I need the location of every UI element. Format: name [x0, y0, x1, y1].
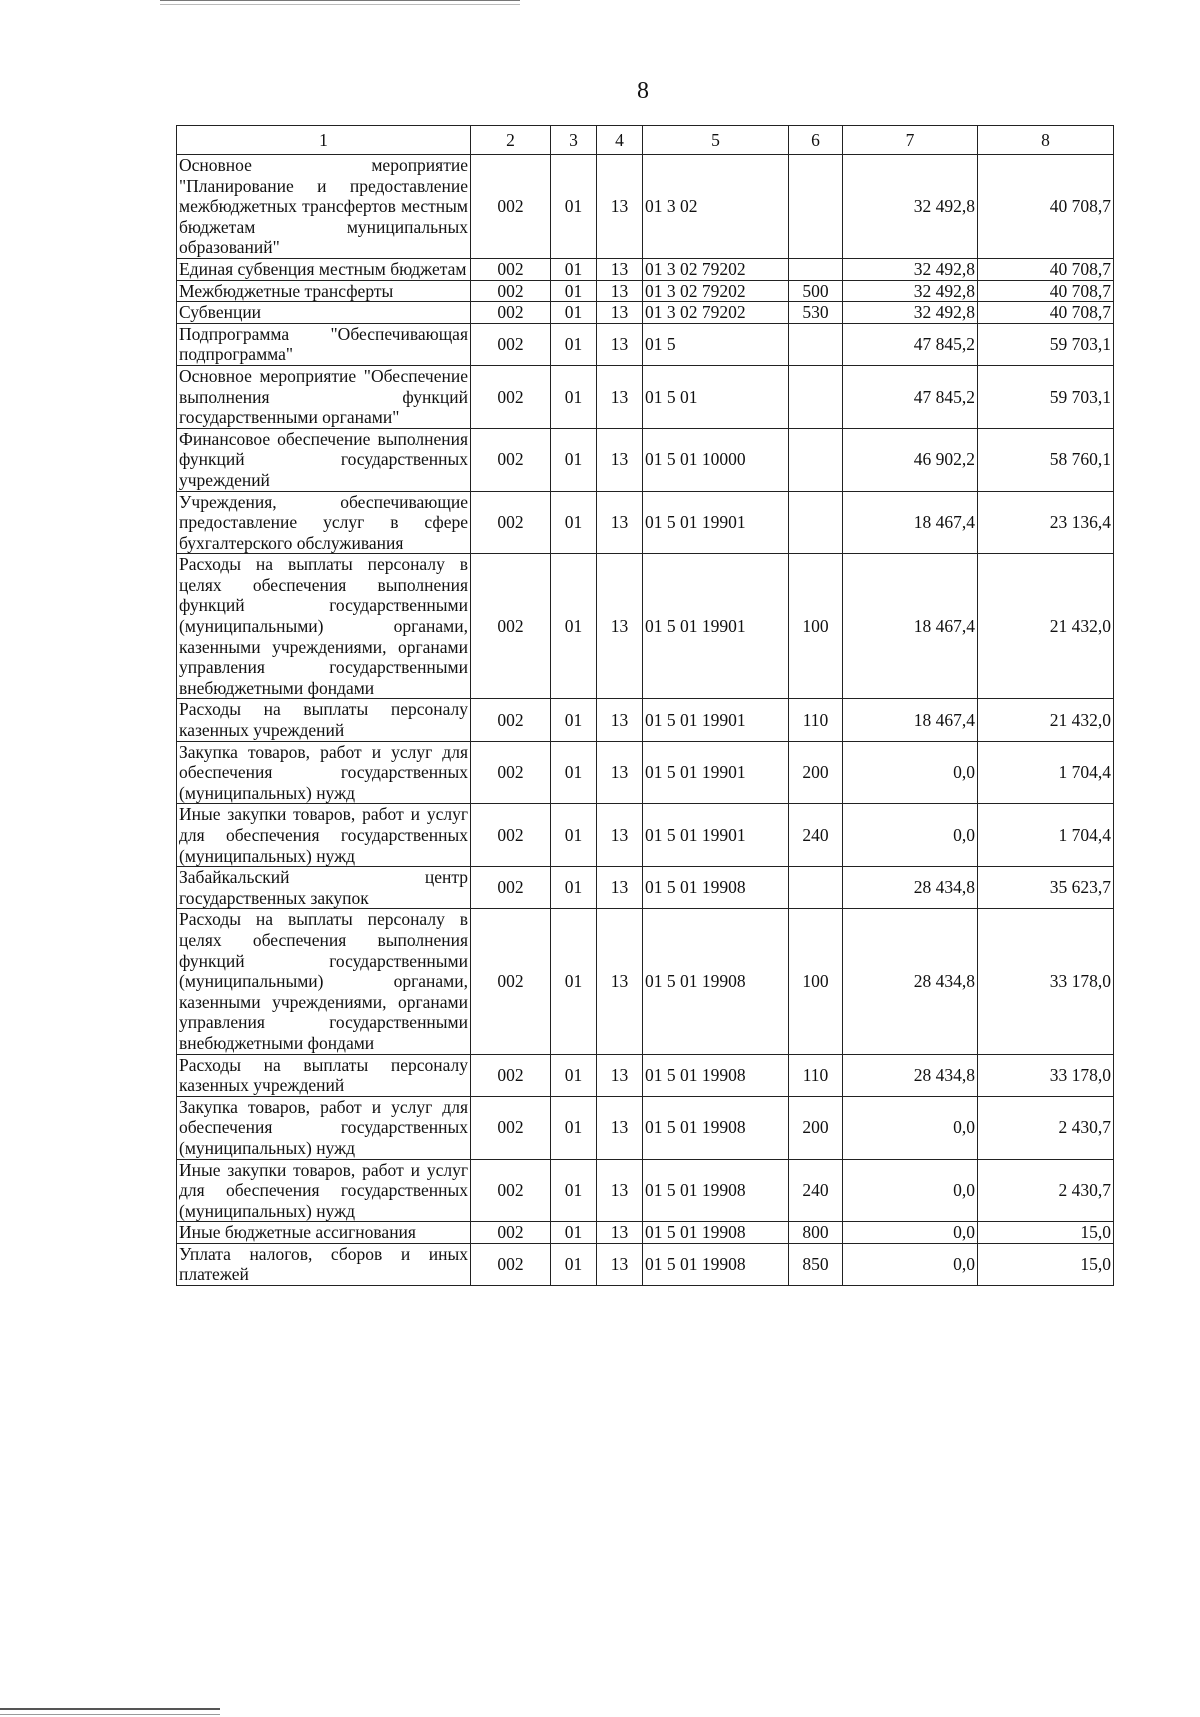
col3-cell: 01	[551, 365, 597, 428]
col8-cell: 2 430,7	[978, 1096, 1114, 1159]
col4-cell: 13	[597, 1096, 643, 1159]
col3-cell: 01	[551, 491, 597, 554]
row-name-cell: Расходы на выплаты персоналу в целях обеспечения выполнения функций государственными (муниципальными) органами, казенными учреждениями, органами управления государственными внебюджетными фондами	[177, 554, 471, 699]
col2-cell: 002	[471, 155, 551, 259]
col6-cell: 200	[789, 1096, 843, 1159]
col5-cell: 01 5 01 19908	[643, 909, 789, 1054]
column-header: 5	[643, 126, 789, 155]
col5-cell: 01 5 01 19908	[643, 867, 789, 909]
col8-cell: 2 430,7	[978, 1159, 1114, 1222]
col5-cell: 01 5 01 19908	[643, 1054, 789, 1096]
col4-cell: 13	[597, 491, 643, 554]
col4-cell: 13	[597, 155, 643, 259]
col6-cell: 240	[789, 1159, 843, 1222]
col8-cell: 58 760,1	[978, 428, 1114, 491]
col2-cell: 002	[471, 1243, 551, 1285]
col7-cell: 0,0	[843, 1096, 978, 1159]
col3-cell: 01	[551, 428, 597, 491]
table-row	[177, 699, 1114, 741]
col8-cell: 21 432,0	[978, 699, 1114, 741]
col8-cell: 59 703,1	[978, 365, 1114, 428]
col8-cell: 40 708,7	[978, 302, 1114, 324]
col2-cell: 002	[471, 741, 551, 804]
col6-cell: 800	[789, 1222, 843, 1244]
row-name-cell: Субвенции	[177, 302, 471, 324]
table-row	[177, 365, 1114, 428]
col3-cell: 01	[551, 323, 597, 365]
col2-cell: 002	[471, 365, 551, 428]
col4-cell: 13	[597, 554, 643, 699]
col7-cell: 47 845,2	[843, 365, 978, 428]
row-name-cell: Расходы на выплаты персоналу в целях обеспечения выполнения функций государственными (муниципальными) органами, казенными учреждениями, органами управления государственными внебюджетными фондами	[177, 909, 471, 1054]
row-name-cell: Расходы на выплаты персоналу казенных учреждений	[177, 699, 471, 741]
row-name-cell: Единая субвенция местным бюджетам	[177, 258, 471, 280]
col2-cell: 002	[471, 491, 551, 554]
col8-cell: 40 708,7	[978, 280, 1114, 302]
col5-cell: 01 5 01	[643, 365, 789, 428]
col7-cell: 0,0	[843, 1159, 978, 1222]
col4-cell: 13	[597, 258, 643, 280]
row-name-cell: Забайкальский центр государственных закупок	[177, 867, 471, 909]
table-row	[177, 867, 1114, 909]
table-row	[177, 741, 1114, 804]
col6-cell	[789, 428, 843, 491]
col2-cell: 002	[471, 554, 551, 699]
col5-cell: 01 5 01 19901	[643, 699, 789, 741]
col6-cell: 110	[789, 699, 843, 741]
table-row	[177, 1054, 1114, 1096]
table-row	[177, 1096, 1114, 1159]
col3-cell: 01	[551, 1096, 597, 1159]
col2-cell: 002	[471, 1054, 551, 1096]
column-header: 1	[177, 126, 471, 155]
col3-cell: 01	[551, 699, 597, 741]
col2-cell: 002	[471, 258, 551, 280]
col2-cell: 002	[471, 280, 551, 302]
row-name-cell: Иные закупки товаров, работ и услуг для обеспечения государственных (муниципальных) нужд	[177, 804, 471, 867]
row-name-cell: Основное мероприятие "Планирование и предоставление межбюджетных трансфертов местным бюджетам муниципальных образований"	[177, 155, 471, 259]
col7-cell: 0,0	[843, 1243, 978, 1285]
col4-cell: 13	[597, 1159, 643, 1222]
table-row	[177, 155, 1114, 259]
col3-cell: 01	[551, 804, 597, 867]
col5-cell: 01 5 01 19901	[643, 741, 789, 804]
col7-cell: 28 434,8	[843, 1054, 978, 1096]
table-row	[177, 1243, 1114, 1285]
col4-cell: 13	[597, 280, 643, 302]
col2-cell: 002	[471, 909, 551, 1054]
col4-cell: 13	[597, 323, 643, 365]
col7-cell: 18 467,4	[843, 554, 978, 699]
col8-cell: 21 432,0	[978, 554, 1114, 699]
col7-cell: 28 434,8	[843, 867, 978, 909]
col3-cell: 01	[551, 1159, 597, 1222]
row-name-cell: Финансовое обеспечение выполнения функций государственных учреждений	[177, 428, 471, 491]
col7-cell: 32 492,8	[843, 280, 978, 302]
row-name-cell: Подпрограмма "Обеспечивающая подпрограмма"	[177, 323, 471, 365]
col8-cell: 1 704,4	[978, 741, 1114, 804]
col3-cell: 01	[551, 741, 597, 804]
col4-cell: 13	[597, 365, 643, 428]
col3-cell: 01	[551, 302, 597, 324]
col3-cell: 01	[551, 155, 597, 259]
col8-cell: 59 703,1	[978, 323, 1114, 365]
col5-cell: 01 5 01 19901	[643, 554, 789, 699]
col3-cell: 01	[551, 280, 597, 302]
table-row	[177, 323, 1114, 365]
table-row	[177, 428, 1114, 491]
col2-cell: 002	[471, 1096, 551, 1159]
row-name-cell: Учреждения, обеспечивающие предоставление услуг в сфере бухгалтерского обслуживания	[177, 491, 471, 554]
col5-cell: 01 5 01 19901	[643, 804, 789, 867]
col7-cell: 32 492,8	[843, 302, 978, 324]
col7-cell: 18 467,4	[843, 699, 978, 741]
col4-cell: 13	[597, 867, 643, 909]
scan-border-top	[160, 0, 520, 5]
column-header: 8	[978, 126, 1114, 155]
col6-cell	[789, 155, 843, 259]
col4-cell: 13	[597, 302, 643, 324]
table-row	[177, 280, 1114, 302]
row-name-cell: Иные закупки товаров, работ и услуг для обеспечения государственных (муниципальных) нужд	[177, 1159, 471, 1222]
col8-cell: 40 708,7	[978, 258, 1114, 280]
col8-cell: 35 623,7	[978, 867, 1114, 909]
col6-cell: 850	[789, 1243, 843, 1285]
col4-cell: 13	[597, 1222, 643, 1244]
col6-cell	[789, 867, 843, 909]
col2-cell: 002	[471, 302, 551, 324]
col3-cell: 01	[551, 867, 597, 909]
col6-cell: 240	[789, 804, 843, 867]
col2-cell: 002	[471, 1159, 551, 1222]
column-header: 3	[551, 126, 597, 155]
col7-cell: 46 902,2	[843, 428, 978, 491]
budget-table	[176, 125, 1114, 1286]
col6-cell: 110	[789, 1054, 843, 1096]
col4-cell: 13	[597, 1243, 643, 1285]
col2-cell: 002	[471, 804, 551, 867]
col8-cell: 15,0	[978, 1243, 1114, 1285]
col5-cell: 01 3 02 79202	[643, 302, 789, 324]
col4-cell: 13	[597, 699, 643, 741]
col8-cell: 33 178,0	[978, 909, 1114, 1054]
col2-cell: 002	[471, 1222, 551, 1244]
col7-cell: 47 845,2	[843, 323, 978, 365]
col5-cell: 01 5	[643, 323, 789, 365]
page-number: 8	[637, 78, 649, 104]
col5-cell: 01 3 02 79202	[643, 280, 789, 302]
col8-cell: 23 136,4	[978, 491, 1114, 554]
col6-cell	[789, 258, 843, 280]
col2-cell: 002	[471, 867, 551, 909]
col3-cell: 01	[551, 909, 597, 1054]
scan-border-bottom	[0, 1708, 220, 1715]
col5-cell: 01 5 01 19908	[643, 1243, 789, 1285]
col7-cell: 32 492,8	[843, 155, 978, 259]
col4-cell: 13	[597, 1054, 643, 1096]
col5-cell: 01 3 02 79202	[643, 258, 789, 280]
col5-cell: 01 3 02	[643, 155, 789, 259]
table-row	[177, 804, 1114, 867]
col7-cell: 32 492,8	[843, 258, 978, 280]
column-header: 7	[843, 126, 978, 155]
table-row	[177, 1159, 1114, 1222]
col6-cell	[789, 365, 843, 428]
row-name-cell: Уплата налогов, сборов и иных платежей	[177, 1243, 471, 1285]
column-header: 4	[597, 126, 643, 155]
col7-cell: 0,0	[843, 1222, 978, 1244]
table-row	[177, 1222, 1114, 1244]
row-name-cell: Межбюджетные трансферты	[177, 280, 471, 302]
col5-cell: 01 5 01 10000	[643, 428, 789, 491]
col4-cell: 13	[597, 804, 643, 867]
col2-cell: 002	[471, 323, 551, 365]
col3-cell: 01	[551, 1243, 597, 1285]
col8-cell: 1 704,4	[978, 804, 1114, 867]
row-name-cell: Иные бюджетные ассигнования	[177, 1222, 471, 1244]
col6-cell: 100	[789, 554, 843, 699]
col5-cell: 01 5 01 19908	[643, 1222, 789, 1244]
col3-cell: 01	[551, 1054, 597, 1096]
table-row	[177, 554, 1114, 699]
table-row	[177, 491, 1114, 554]
row-name-cell: Закупка товаров, работ и услуг для обеспечения государственных (муниципальных) нужд	[177, 1096, 471, 1159]
col3-cell: 01	[551, 554, 597, 699]
col7-cell: 0,0	[843, 804, 978, 867]
row-name-cell: Основное мероприятие "Обеспечение выполнения функций государственными органами"	[177, 365, 471, 428]
col5-cell: 01 5 01 19901	[643, 491, 789, 554]
table-row	[177, 302, 1114, 324]
col2-cell: 002	[471, 428, 551, 491]
col7-cell: 18 467,4	[843, 491, 978, 554]
col4-cell: 13	[597, 741, 643, 804]
col4-cell: 13	[597, 428, 643, 491]
col6-cell: 530	[789, 302, 843, 324]
row-name-cell: Закупка товаров, работ и услуг для обеспечения государственных (муниципальных) нужд	[177, 741, 471, 804]
col6-cell: 500	[789, 280, 843, 302]
col8-cell: 33 178,0	[978, 1054, 1114, 1096]
col6-cell: 200	[789, 741, 843, 804]
table-header-row	[177, 126, 1114, 155]
col8-cell: 15,0	[978, 1222, 1114, 1244]
column-header: 6	[789, 126, 843, 155]
col3-cell: 01	[551, 1222, 597, 1244]
col4-cell: 13	[597, 909, 643, 1054]
col3-cell: 01	[551, 258, 597, 280]
col5-cell: 01 5 01 19908	[643, 1096, 789, 1159]
table-row	[177, 909, 1114, 1054]
col6-cell: 100	[789, 909, 843, 1054]
col6-cell	[789, 491, 843, 554]
row-name-cell: Расходы на выплаты персоналу казенных учреждений	[177, 1054, 471, 1096]
table-row	[177, 258, 1114, 280]
col2-cell: 002	[471, 699, 551, 741]
column-header: 2	[471, 126, 551, 155]
col7-cell: 0,0	[843, 741, 978, 804]
col6-cell	[789, 323, 843, 365]
col8-cell: 40 708,7	[978, 155, 1114, 259]
col7-cell: 28 434,8	[843, 909, 978, 1054]
col5-cell: 01 5 01 19908	[643, 1159, 789, 1222]
